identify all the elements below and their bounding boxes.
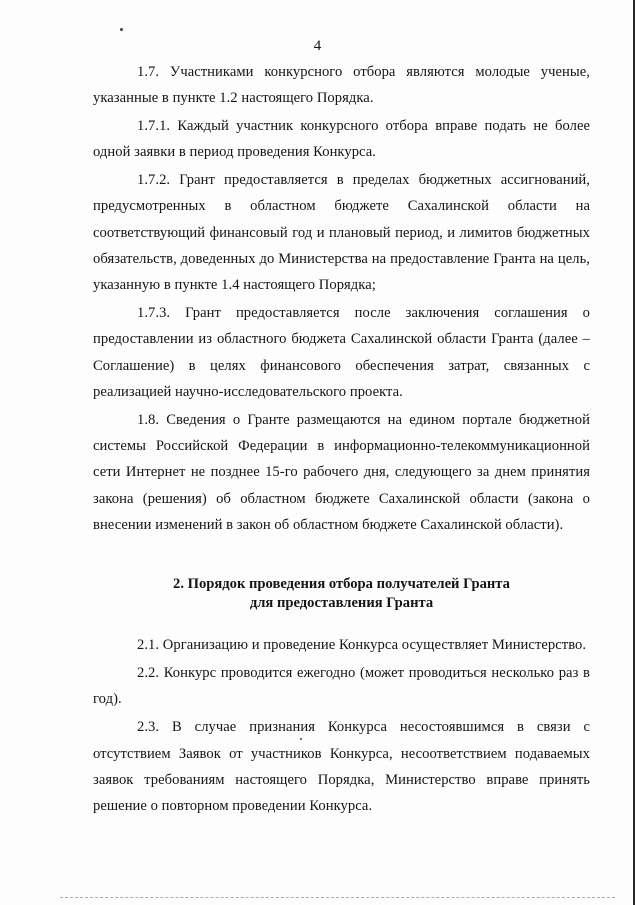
- paragraph-1-7-1: 1.7.1. Каждый участник конкурсного отбора вправе подать не более одной заявки в период проведения Конкурса.: [93, 118, 590, 161]
- paragraph-1-8: 1.8. Сведения о Гранте размещаются на едином портале бюджетной системы Российской Федерации в информационно-телекоммуникационной сети Интернет не позднее 15-го рабочего дня, следующего за днем принятия закона (решения) об областном бюджете Сахалинской области (закона о внесении изменений в закон об областном бюджете Сахалинской области).: [93, 411, 590, 534]
- scan-bottom-noise: [60, 897, 615, 901]
- section-2-heading: [93, 575, 590, 613]
- paragraph-1-7-2: 1.7.2. Грант предоставляется в пределах бюджетных ассигнований, предусмотренных в областном бюджете Сахалинской области на соответствующий финансовый год и плановый период, и лимитов бюджетных обязательств, доведенных до Министерства на предоставление Гранта на цель, указанную в пункте 1.4 настоящего Порядка;: [93, 172, 590, 294]
- paragraph-2-3: 2.3. В случае признания Конкурса несостоявшимся в связи с отсутствием Заявок от участников Конкурса, несоответствием подаваемых заявок требованиям настоящего Порядка, Министерство вправе принять решение о повторном проведении Конкурса.: [93, 719, 590, 815]
- paragraph-2-2: 2.2. Конкурс проводится ежегодно (может проводиться несколько раз в год).: [93, 665, 590, 708]
- section-2-heading-line-2: для предоставления Гранта: [249, 595, 434, 612]
- paragraph-1-7-3: 1.7.3. Грант предоставляется после заключения соглашения о предоставлении из областного бюджета Сахалинской области Гранта (далее – Соглашение) в целях финансового обеспечения затрат, связанных с реализацией научно-исследовательского проекта.: [93, 305, 590, 401]
- paragraph-1-7: 1.7. Участниками конкурсного отбора являются молодые ученые, указанные в пункте 1.2 настоящего Порядка.: [93, 64, 590, 107]
- section-2-heading-line-1: 2. Порядок проведения отбора получателей Гранта: [173, 576, 510, 593]
- document-body: [93, 59, 590, 821]
- scan-speck: [120, 28, 123, 31]
- page-number: 4: [313, 38, 322, 54]
- paragraph-2-1: 2.1. Организацию и проведение Конкурса осуществляет Министерство.: [137, 637, 587, 654]
